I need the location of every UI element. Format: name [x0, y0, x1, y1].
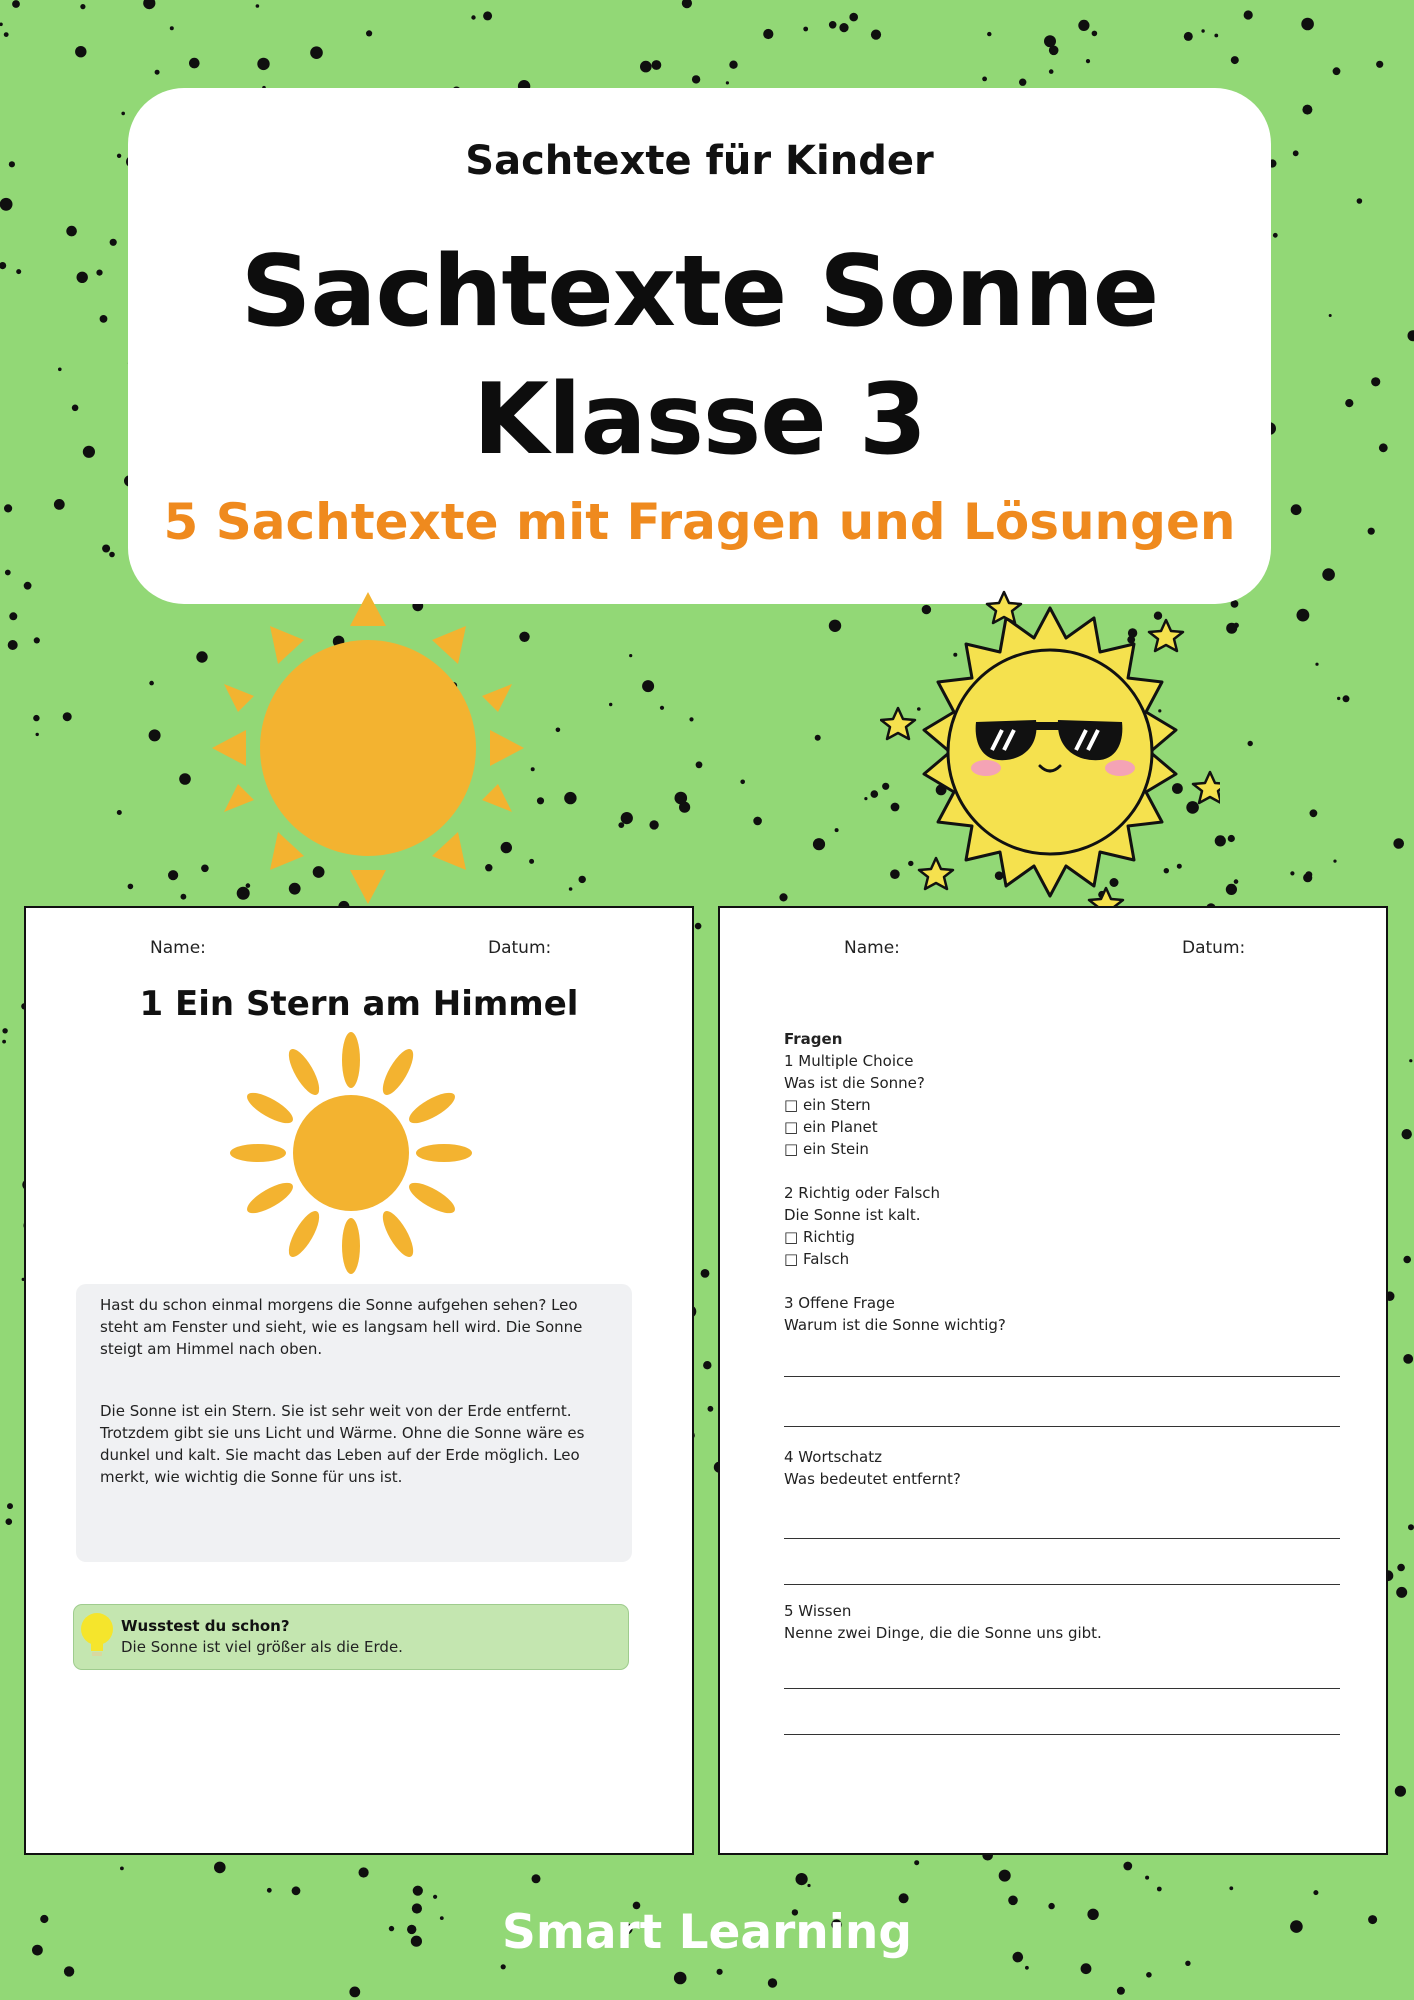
title-line-2: Klasse 3: [472, 363, 927, 477]
answer-line[interactable]: [784, 1584, 1340, 1585]
question-2-title: 2 Richtig oder Falsch: [784, 1184, 941, 1202]
name-label: Name:: [844, 938, 900, 958]
lightbulb-icon: [80, 1611, 114, 1665]
fact-text: Die Sonne ist viel größer als die Erde.: [121, 1638, 403, 1656]
subtitle: 5 Sachtexte mit Fragen und Lösungen: [163, 493, 1236, 551]
answer-line[interactable]: [784, 1734, 1340, 1735]
option-checkbox[interactable]: □ ein Stern: [784, 1096, 871, 1114]
page-title: [128, 228, 1271, 484]
worksheet-questions: [718, 906, 1388, 1855]
reading-text-box: [76, 1284, 632, 1562]
cool-sun-icon: [880, 590, 1220, 924]
header-card: [128, 88, 1271, 604]
option-checkbox[interactable]: □ Richtig: [784, 1228, 855, 1246]
question-4-text: Was bedeutet entfernt?: [784, 1470, 961, 1488]
date-label: Datum:: [488, 938, 552, 958]
question-4-title: 4 Wortschatz: [784, 1448, 883, 1466]
question-1-title: 1 Multiple Choice: [784, 1052, 914, 1070]
sun-icon: [226, 1028, 476, 1282]
kicker-text: Sachtexte für Kinder: [465, 138, 934, 184]
star-icon: [881, 708, 915, 739]
star-icon: [987, 592, 1021, 623]
question-2-text: Die Sonne ist kalt.: [784, 1206, 921, 1224]
worksheet-title: 1 Ein Stern am Himmel: [139, 984, 579, 1024]
fact-title: Wusstest du schon?: [121, 1617, 290, 1635]
question-3-text: Warum ist die Sonne wichtig?: [784, 1316, 1006, 1334]
option-checkbox[interactable]: □ ein Stein: [784, 1140, 869, 1158]
brand-footer: Smart Learning: [502, 1905, 912, 1960]
star-icon: [1193, 772, 1220, 803]
date-label: Datum:: [1182, 938, 1246, 958]
did-you-know-box: [73, 1604, 629, 1670]
option-checkbox[interactable]: □ ein Planet: [784, 1118, 878, 1136]
question-5-title: 5 Wissen: [784, 1602, 852, 1620]
questions-heading: Fragen: [784, 1030, 843, 1048]
star-icon: [919, 858, 953, 889]
question-1-text: Was ist die Sonne?: [784, 1074, 925, 1092]
answer-line[interactable]: [784, 1376, 1340, 1377]
star-icon: [1149, 620, 1183, 651]
title-line-1: Sachtexte Sonne: [240, 235, 1159, 349]
name-label: Name:: [150, 938, 206, 958]
question-5-text: Nenne zwei Dinge, die die Sonne uns gibt.: [784, 1624, 1102, 1642]
answer-line[interactable]: [784, 1688, 1340, 1689]
sun-icon: [208, 588, 528, 912]
paragraph: Die Sonne ist ein Stern. Sie ist sehr weit von der Erde entfernt. Trotzdem gibt sie uns Licht und Wärme. Ohne die Sonne wäre es dunkel und kalt. Sie macht das Leben auf der Erde möglich. Leo merkt, wie wichtig die Sonne für uns ist.: [100, 1402, 585, 1486]
option-checkbox[interactable]: □ Falsch: [784, 1250, 850, 1268]
worksheet-text: [24, 906, 694, 1855]
answer-line[interactable]: [784, 1538, 1340, 1539]
answer-line[interactable]: [784, 1426, 1340, 1427]
question-3-title: 3 Offene Frage: [784, 1294, 895, 1312]
paragraph: Hast du schon einmal morgens die Sonne aufgehen sehen? Leo steht am Fenster und sieht, wie es langsam hell wird. Die Sonne steigt am Himmel nach oben.: [100, 1296, 583, 1358]
